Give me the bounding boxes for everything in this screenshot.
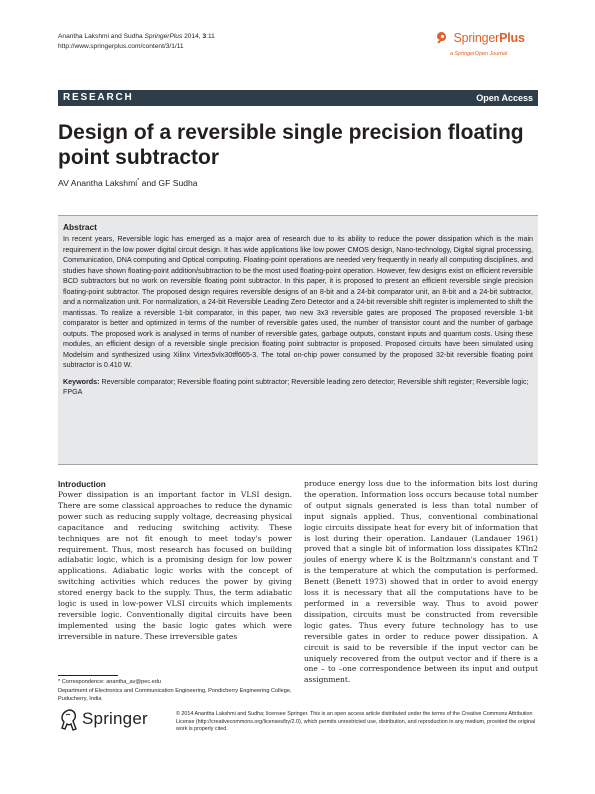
body-column-left	[58, 479, 292, 643]
copyright-notice: © 2014 Anantha Lakshmi and Sudha; licensee Springer. This is an open access article distributed under the terms of the Creative Commons Attribution License (http://creativecommons.org/licenses/by/2.0), which permits unrestricted use, distribution, and reproduction in any medium, provided the original work is properly cited.	[176, 711, 536, 733]
affiliation-note: Department of Electronics and Communication Engineering, Pondicherry Engineering College, Puducherry, India	[58, 688, 292, 702]
brand-name-plus: Plus	[499, 31, 525, 45]
abstract-heading: Abstract	[63, 222, 97, 232]
springer-wordmark: Springer	[82, 709, 148, 728]
footnote-divider	[58, 675, 118, 676]
abstract-text: In recent years, Reversible logic has emerged as a major area of research due to its ability to reduce the power dissipation which is the main requirement in the low power digital circuit design. It has wide applications like low power CMOS design, Nano-technology, Digital signal processing, Communication, DNA computing and Optical computing. Floating-point operations are needed very frequently in nearly all computing disciplines, and studies have shown floating-point addition/subtraction to be the most used floating-point operation. However, few designs exist on efficient reversible BCD subtractors but no work on reversible floating point subtractor. In this paper, it is proposed to present an efficient reversible single precision floating-point subtractor. The proposed design requires reversible designs of an 8-bit and a 24-bit comparator unit, an 8-bit and a 24-bit subtractor, and a normalization unit. For normalization, a 24-bit Reversible Leading Zero Detector and a 24-bit reversible shift register is implemented to shift the mantissas. To realize a reversible 1-bit comparator, in this paper, two new 3x3 reversible gates are proposed The proposed reversible 1-bit comparator is better and optimized in terms of the number of reversible gates used, the number of transistor count and the number of garbage outputs. The proposed work is analysed in terms of number of reversible gates, garbage outputs, constant inputs and quantum costs. Using these modules, an efficient design of a reversible single precision floating point subtractor is proposed. Proposed circuits have been simulated using Modelsim and synthesized using Xilinx Virtex5vlx30tff665-3. The total on-chip power consumed by the proposed 32-bit reversible floating point subtractor is 0.410 W.	[63, 235, 533, 369]
keywords	[63, 377, 533, 398]
springer-logo	[58, 708, 168, 738]
brand-name	[453, 31, 524, 45]
article-type-banner	[58, 90, 538, 106]
author-2: and GF Sudha	[139, 178, 198, 188]
keywords-text: Reversible comparator; Reversible floating point subtractor; Reversible leading zero detector; Reversible shift register; Reversible logic; FPGA	[63, 377, 529, 396]
introduction-paragraph: Power dissipation is an important factor in VLSI design. There are some classical approaches to reduce the dynamic power such as reducing supply voltage, decreasing physical capacitance and reducing switching activity. These techniques are not fit enough to meet today's power requirement. Thus, most research has focused on building adiabatic logic, which is a promising design for low power applications. Adiabatic logic works with the concept of switching activities which reduces the power by giving stored energy back to the supply. Thus, the term adiabatic logic is used in low-power VLSI circuits which implements reversible logic. Conventionally digital circuits have been implemented using the basic logic gates which were irreversible in nature. These irreversible gates	[58, 490, 292, 641]
author-1: AV Anantha Lakshmi	[58, 178, 138, 188]
brand-name-springer: Springer	[453, 31, 500, 45]
header-url[interactable]: http://www.springerplus.com/content/3/1/11	[58, 42, 184, 50]
article-type-label: RESEARCH	[63, 92, 134, 103]
open-access-label: Open Access	[476, 92, 533, 103]
footnote	[58, 679, 292, 703]
author-list	[58, 178, 198, 188]
springerplus-logo-icon	[434, 31, 449, 50]
keywords-label: Keywords:	[63, 377, 100, 386]
springer-horse-icon	[58, 708, 80, 739]
header-year: 2014,	[182, 33, 203, 40]
article-title: Design of a reversible single precision floating point subtractor	[58, 121, 524, 169]
introduction-heading: Introduction	[58, 480, 106, 489]
header-article: :11	[206, 33, 215, 40]
body-column-right	[304, 479, 538, 686]
abstract-box	[58, 215, 538, 465]
header-authors: Anantha Lakshmi and Sudha	[58, 33, 145, 40]
correspondence-mark[interactable]: *	[137, 178, 140, 185]
introduction-paragraph-continued: produce energy loss due to the information bits lost during the operation. Information loss occurs because total number of output signals generated is less than total number of input signals applied. Thus, conventional combinational logic circuits dissipate heat for every bit of information that is lost during their operation. Landauer (Landauer 1961) proved that a single bit of information loss dissipates KTln2 joules of energy where K is the Boltzmann's constant and T is the temperature at which the computation is performed. Benett (Benett 1973) showed that in order to avoid energy loss it is necessary that all the computations have to be performed in a reversible way. Thus to avoid power dissipation, circuits must be constructed from reversible logic gates. Thus every future technology has to use reversible gates in order to reduce power dissipation. A circuit is said to be reversible if the input vector can be uniquely recovered from the output vector and if there is a one – to –one correspondence between its input and output assignment.	[304, 479, 538, 685]
brand-tagline: a SpringerOpen Journal	[450, 51, 508, 57]
journal-brand	[434, 31, 554, 58]
header-journal: SpringerPlus	[144, 33, 183, 40]
correspondence-note: * Correspondence: anantha_av@pec.edu	[58, 679, 162, 685]
citation-line	[58, 32, 215, 42]
running-header	[58, 32, 215, 51]
header-volume: 3	[202, 33, 207, 40]
